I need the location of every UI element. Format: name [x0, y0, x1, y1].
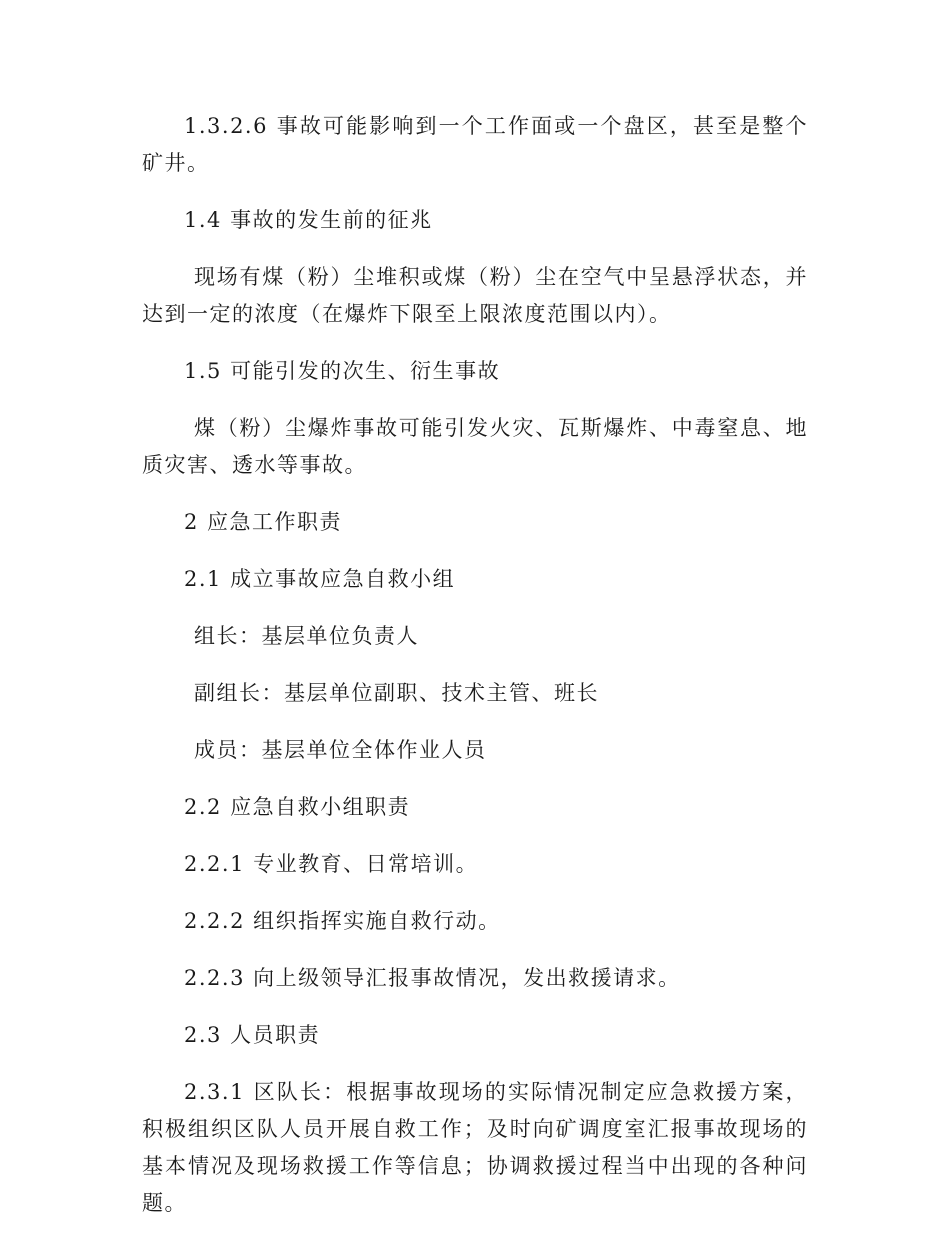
paragraph: 成员：基层单位全体作业人员	[194, 738, 487, 762]
section-heading: 1.5 可能引发的次生、衍生事故	[184, 359, 501, 383]
paragraph: 2.2.3 向上级领导汇报事故情况，发出救援请求。	[184, 966, 681, 990]
paragraph: 现场有煤（粉）尘堆积或煤（粉）尘在空气中呈悬浮状态，并达到一定的浓度（在爆炸下限至上限浓度范围以内）。	[142, 265, 808, 326]
section-heading: 2.2 应急自救小组职责	[184, 795, 411, 819]
section-heading: 2.3 人员职责	[184, 1023, 321, 1047]
paragraph: 2.2.1 专业教育、日常培训。	[184, 852, 479, 876]
document-body	[142, 108, 808, 1242]
paragraph: 2.2.2 组织指挥实施自救行动。	[184, 909, 501, 933]
section-heading: 2.1 成立事故应急自救小组	[184, 567, 456, 591]
paragraph: 煤（粉）尘爆炸事故可能引发火灾、瓦斯爆炸、中毒窒息、地质灾害、透水等事故。	[142, 416, 808, 477]
section-heading: 2 应急工作职责	[184, 510, 343, 534]
paragraph: 副组长：基层单位副职、技术主管、班长	[194, 681, 599, 705]
paragraph: 2.3.1 区队长：根据事故现场的实际情况制定应急救援方案，积极组织区队人员开展自救工作；及时向矿调度室汇报事故现场的基本情况及现场救援工作等信息；协调救援过程当中出现的各种问题。	[142, 1080, 808, 1215]
paragraph: 组长：基层单位负责人	[194, 624, 419, 648]
section-heading: 1.4 事故的发生前的征兆	[184, 208, 433, 232]
paragraph: 1.3.2.6 事故可能影响到一个工作面或一个盘区，甚至是整个矿井。	[142, 114, 808, 175]
